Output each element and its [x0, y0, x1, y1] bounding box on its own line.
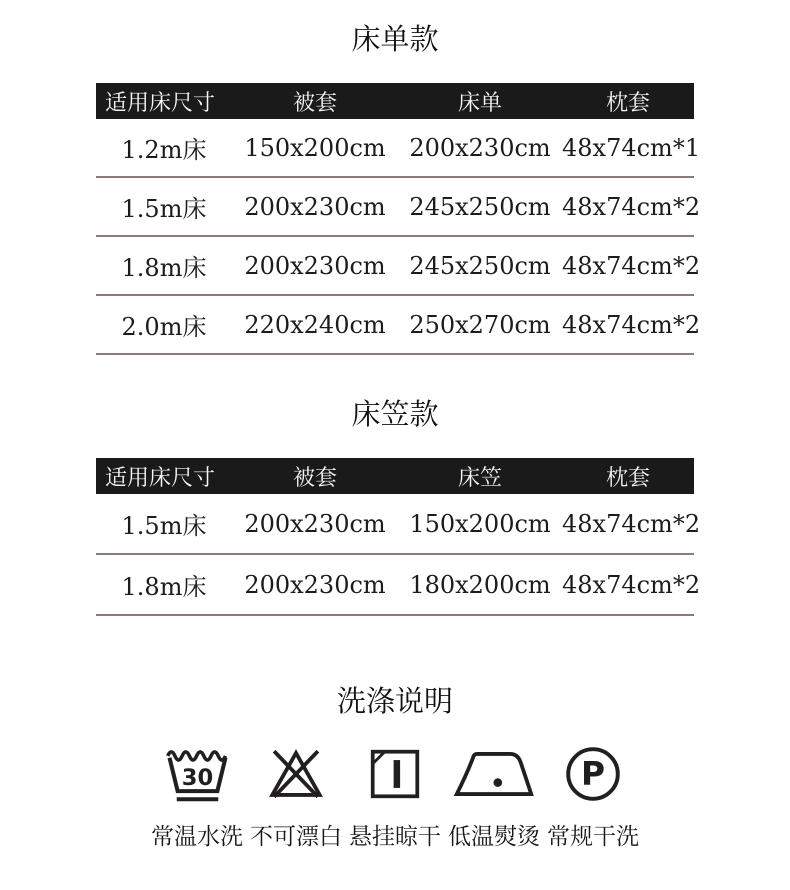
hang-dry-icon [369, 745, 421, 803]
care-symbols-row [96, 745, 694, 851]
cell-pillowcase: 48x74cm*2 [562, 251, 701, 280]
cell-bed-size: 1.8m床 [121, 254, 207, 282]
cell-bed-sheet: 245x250cm [409, 251, 551, 280]
header-cell-duvet-cover: 被套 [292, 90, 337, 116]
cell-bed-sheet: 250x270cm [409, 310, 551, 339]
header-cell-duvet-cover: 被套 [292, 465, 337, 491]
wash-30-icon [165, 745, 230, 803]
care-label: 不可漂白 [250, 824, 342, 850]
care-label: 常规干洗 [547, 824, 639, 850]
content-column [96, 0, 701, 851]
care-item-wash [148, 745, 247, 851]
cell-bed-size: 1.5m床 [121, 512, 207, 540]
dry-clean-icon [564, 745, 622, 803]
dry-clean-letter: P [581, 755, 605, 794]
cell-bed-size: 1.5m床 [121, 195, 207, 223]
table-header-row [96, 83, 694, 119]
header-cell-pillowcase: 枕套 [605, 465, 650, 491]
table-header-row [96, 458, 694, 494]
cell-bed-size: 1.2m床 [121, 136, 207, 164]
iron-low-icon [452, 745, 536, 803]
cell-duvet-cover: 200x230cm [244, 509, 386, 538]
header-cell-bed-sheet: 床单 [457, 90, 502, 116]
cell-bed-sheet: 200x230cm [409, 133, 551, 162]
washing-instructions-title: 洗涤说明 [336, 684, 453, 718]
cell-duvet-cover: 220x240cm [244, 310, 386, 339]
cell-pillowcase: 48x74cm*1 [562, 133, 701, 162]
header-cell-bed-size: 适用床尺寸 [105, 465, 216, 491]
care-item-no-bleach [247, 745, 346, 851]
cell-bed-sheet: 245x250cm [409, 192, 551, 221]
cell-pillowcase: 48x74cm*2 [562, 310, 701, 339]
cell-fitted-sheet: 150x200cm [409, 509, 551, 538]
care-item-hang-dry [346, 745, 445, 851]
cell-pillowcase: 48x74cm*2 [562, 509, 701, 538]
care-item-iron-low [445, 745, 544, 851]
table-row [96, 119, 701, 178]
header-cell-bed-size: 适用床尺寸 [105, 90, 216, 116]
table-row [96, 178, 701, 237]
care-item-dry-clean [544, 745, 643, 851]
cell-bed-size: 2.0m床 [121, 313, 207, 341]
cell-pillowcase: 48x74cm*2 [562, 192, 701, 221]
cell-duvet-cover: 150x200cm [244, 133, 386, 162]
fitted-size-table [96, 458, 701, 616]
cell-duvet-cover: 200x230cm [244, 570, 386, 599]
care-label: 常温水洗 [151, 824, 243, 850]
cell-duvet-cover: 200x230cm [244, 192, 386, 221]
sheet-style-title: 床单款 [351, 22, 439, 56]
header-cell-pillowcase: 枕套 [605, 90, 650, 116]
table-row [96, 296, 701, 355]
table-row [96, 237, 701, 296]
wash-temp-number: 30 [181, 764, 213, 791]
table-row [96, 494, 701, 555]
cell-bed-size: 1.8m床 [121, 573, 207, 601]
cell-fitted-sheet: 180x200cm [409, 570, 551, 599]
table-row [96, 555, 701, 616]
fitted-style-title: 床笠款 [351, 397, 439, 431]
header-cell-fitted-sheet: 床笠 [457, 465, 502, 491]
cell-pillowcase: 48x74cm*2 [562, 570, 701, 599]
sheet-size-table [96, 83, 701, 355]
cell-duvet-cover: 200x230cm [244, 251, 386, 280]
care-label: 低温熨烫 [448, 824, 540, 850]
no-bleach-icon [265, 745, 327, 803]
care-label: 悬挂晾干 [349, 824, 441, 850]
